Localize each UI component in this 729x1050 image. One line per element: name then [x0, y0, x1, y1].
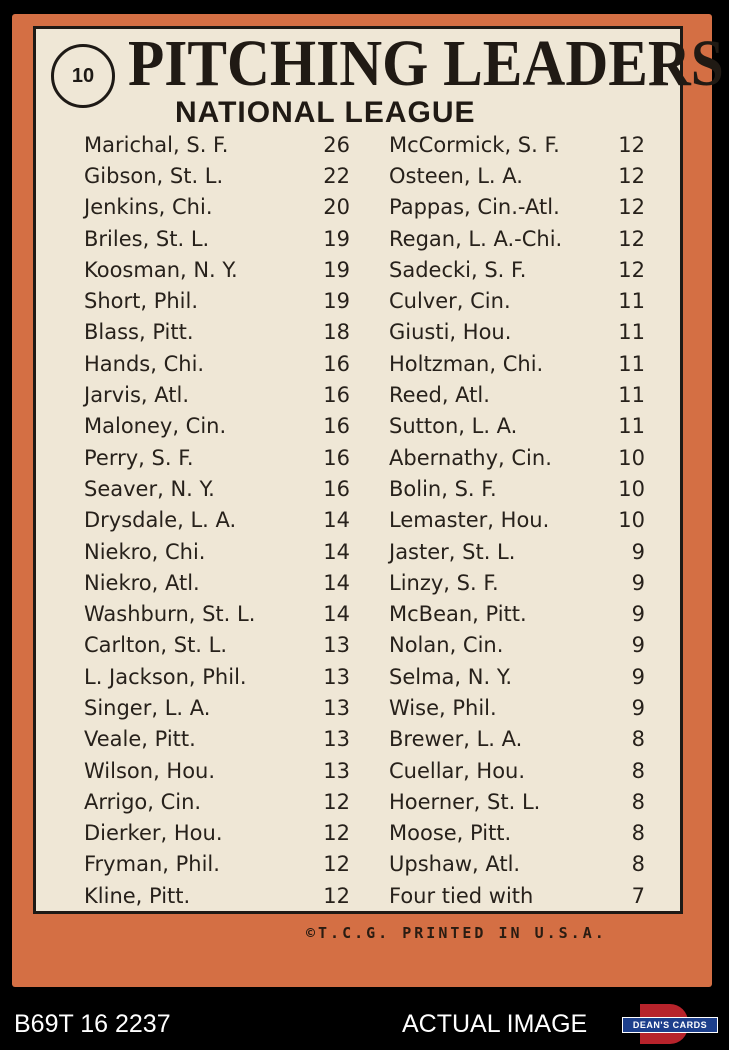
leader-row: [389, 317, 645, 348]
pitcher-name: Hoerner, St. L.: [389, 789, 541, 814]
deans-cards-logo: [622, 1004, 718, 1044]
win-count: 12: [323, 789, 350, 814]
pitcher-name: McCormick, S. F.: [389, 132, 560, 157]
pitcher-name: Wise, Phil.: [389, 695, 497, 720]
leader-row: [389, 692, 645, 723]
pitcher-name: Carlton, St. L.: [84, 633, 228, 658]
win-count: 26: [323, 132, 350, 157]
copyright-footer: ©T.C.G. PRINTED IN U.S.A.: [306, 924, 607, 942]
leader-row: [84, 755, 350, 786]
pitcher-name: Marichal, S. F.: [84, 132, 229, 157]
pitcher-name: Gibson, St. L.: [84, 163, 224, 188]
leader-row: [389, 880, 645, 911]
leader-row: [389, 505, 645, 536]
pitcher-name: Wilson, Hou.: [84, 758, 216, 783]
win-count: 9: [631, 695, 645, 720]
win-count: 9: [631, 570, 645, 595]
leader-row: [389, 442, 645, 473]
leader-row: [84, 692, 350, 723]
leader-row: [84, 567, 350, 598]
pitcher-name: Perry, S. F.: [84, 445, 194, 470]
win-count: 12: [618, 163, 645, 188]
win-count: 16: [323, 383, 350, 408]
pitcher-name: Niekro, Chi.: [84, 539, 206, 564]
logo-banner: DEAN'S CARDS: [622, 1017, 718, 1033]
pitcher-name: Sadecki, S. F.: [389, 257, 527, 282]
card-id-caption: B69T 16 2237: [14, 1010, 171, 1038]
pitcher-name: Osteen, L. A.: [389, 163, 523, 188]
pitcher-name: Brewer, L. A.: [389, 727, 523, 752]
leader-row: [389, 160, 645, 191]
win-count: 8: [631, 758, 645, 783]
win-count: 14: [323, 602, 350, 627]
leader-row: [389, 755, 645, 786]
win-count: 19: [323, 226, 350, 251]
pitcher-name: Sutton, L. A.: [389, 414, 518, 439]
win-count: 19: [323, 289, 350, 314]
leader-row: [389, 786, 645, 817]
win-count: 8: [631, 852, 645, 877]
actual-image-caption: ACTUAL IMAGE: [402, 1010, 588, 1038]
leader-row: [84, 223, 350, 254]
win-count: 9: [631, 664, 645, 689]
leader-row: [84, 473, 350, 504]
leader-row: [84, 160, 350, 191]
win-count: 18: [323, 320, 350, 345]
win-count: 19: [323, 257, 350, 282]
leader-row: [389, 129, 645, 160]
pitcher-name: Fryman, Phil.: [84, 852, 220, 877]
win-count: 14: [323, 570, 350, 595]
win-count: 16: [323, 445, 350, 470]
pitcher-name: Pappas, Cin.-Atl.: [389, 195, 560, 220]
win-count: 16: [323, 476, 350, 501]
pitcher-name: Jenkins, Chi.: [84, 195, 213, 220]
pitcher-name: Singer, L. A.: [84, 695, 211, 720]
pitcher-name: Cuellar, Hou.: [389, 758, 526, 783]
leader-row: [84, 348, 350, 379]
win-count: 13: [323, 695, 350, 720]
win-count: 7: [631, 883, 645, 908]
leader-row: [389, 379, 645, 410]
win-count: 11: [618, 383, 645, 408]
leader-row: [84, 129, 350, 160]
pitcher-name: Four tied with: [389, 883, 534, 908]
win-count: 20: [323, 195, 350, 220]
leader-row: [84, 285, 350, 316]
win-count: 13: [323, 758, 350, 783]
leader-row: [389, 223, 645, 254]
win-count: 11: [618, 414, 645, 439]
win-count: 14: [323, 508, 350, 533]
win-count: 12: [323, 852, 350, 877]
win-count: 10: [618, 445, 645, 470]
leader-row: [389, 536, 645, 567]
pitcher-name: Upshaw, Atl.: [389, 852, 521, 877]
win-count: 8: [631, 821, 645, 846]
card-number: 10: [71, 64, 95, 87]
pitcher-name: Nolan, Cin.: [389, 633, 504, 658]
pitcher-name: Reed, Atl.: [389, 383, 490, 408]
pitcher-name: Veale, Pitt.: [84, 727, 196, 752]
win-count: 10: [618, 476, 645, 501]
pitcher-name: Regan, L. A.-Chi.: [389, 226, 563, 251]
pitcher-name: Maloney, Cin.: [84, 414, 227, 439]
leader-row: [389, 818, 645, 849]
leader-row: [389, 254, 645, 285]
win-count: 22: [323, 163, 350, 188]
pitcher-name: Koosman, N. Y.: [84, 257, 238, 282]
leader-row: [389, 192, 645, 223]
win-count: 16: [323, 414, 350, 439]
win-count: 10: [618, 508, 645, 533]
win-count: 8: [631, 727, 645, 752]
pitcher-name: Lemaster, Hou.: [389, 508, 550, 533]
leader-row: [84, 598, 350, 629]
right-leaders-list: [389, 129, 645, 911]
pitcher-name: McBean, Pitt.: [389, 602, 527, 627]
leader-row: [84, 411, 350, 442]
win-count: 9: [631, 633, 645, 658]
card-subtitle: NATIONAL LEAGUE: [175, 96, 476, 129]
pitcher-name: Arrigo, Cin.: [84, 789, 202, 814]
pitcher-name: Kline, Pitt.: [84, 883, 191, 908]
pitcher-name: Seaver, N. Y.: [84, 476, 215, 501]
win-count: 13: [323, 633, 350, 658]
pitcher-name: Culver, Cin.: [389, 289, 511, 314]
leader-row: [389, 348, 645, 379]
pitcher-name: Holtzman, Chi.: [389, 351, 544, 376]
win-count: 9: [631, 539, 645, 564]
leader-row: [389, 567, 645, 598]
leader-row: [84, 442, 350, 473]
pitcher-name: Bolin, S. F.: [389, 476, 497, 501]
leader-row: [84, 661, 350, 692]
pitcher-name: Briles, St. L.: [84, 226, 210, 251]
leader-row: [84, 786, 350, 817]
leader-row: [389, 661, 645, 692]
leader-row: [389, 598, 645, 629]
leader-row: [84, 849, 350, 880]
leader-row: [389, 411, 645, 442]
pitcher-name: Jaster, St. L.: [389, 539, 516, 564]
pitcher-name: Moose, Pitt.: [389, 821, 512, 846]
leader-row: [84, 818, 350, 849]
pitcher-name: Blass, Pitt.: [84, 320, 194, 345]
pitcher-name: Abernathy, Cin.: [389, 445, 552, 470]
left-leaders-list: [84, 129, 350, 911]
pitcher-name: Short, Phil.: [84, 289, 199, 314]
pitcher-name: Dierker, Hou.: [84, 821, 223, 846]
win-count: 12: [618, 226, 645, 251]
win-count: 12: [618, 195, 645, 220]
leader-row: [389, 849, 645, 880]
win-count: 12: [323, 821, 350, 846]
win-count: 8: [631, 789, 645, 814]
pitcher-name: Niekro, Atl.: [84, 570, 200, 595]
win-count: 13: [323, 727, 350, 752]
leader-row: [84, 630, 350, 661]
card-number-badge: [51, 44, 115, 108]
win-count: 13: [323, 664, 350, 689]
win-count: 11: [618, 320, 645, 345]
pitcher-name: L. Jackson, Phil.: [84, 664, 247, 689]
pitcher-name: Jarvis, Atl.: [84, 383, 189, 408]
win-count: 12: [618, 132, 645, 157]
leader-row: [84, 379, 350, 410]
leader-row: [389, 285, 645, 316]
leader-row: [84, 880, 350, 911]
leader-row: [389, 473, 645, 504]
win-count: 14: [323, 539, 350, 564]
pitcher-name: Giusti, Hou.: [389, 320, 512, 345]
win-count: 12: [618, 257, 645, 282]
card-title: PITCHING LEADERS: [128, 27, 724, 100]
leader-row: [389, 724, 645, 755]
win-count: 12: [323, 883, 350, 908]
leader-row: [84, 505, 350, 536]
pitcher-name: Drysdale, L. A.: [84, 508, 237, 533]
pitcher-name: Washburn, St. L.: [84, 602, 256, 627]
leader-row: [84, 192, 350, 223]
win-count: 16: [323, 351, 350, 376]
leader-row: [84, 536, 350, 567]
leader-row: [84, 317, 350, 348]
win-count: 9: [631, 602, 645, 627]
leader-row: [389, 630, 645, 661]
pitcher-name: Selma, N. Y.: [389, 664, 513, 689]
pitcher-name: Linzy, S. F.: [389, 570, 499, 595]
pitcher-name: Hands, Chi.: [84, 351, 205, 376]
leader-row: [84, 724, 350, 755]
leader-row: [84, 254, 350, 285]
win-count: 11: [618, 351, 645, 376]
win-count: 11: [618, 289, 645, 314]
